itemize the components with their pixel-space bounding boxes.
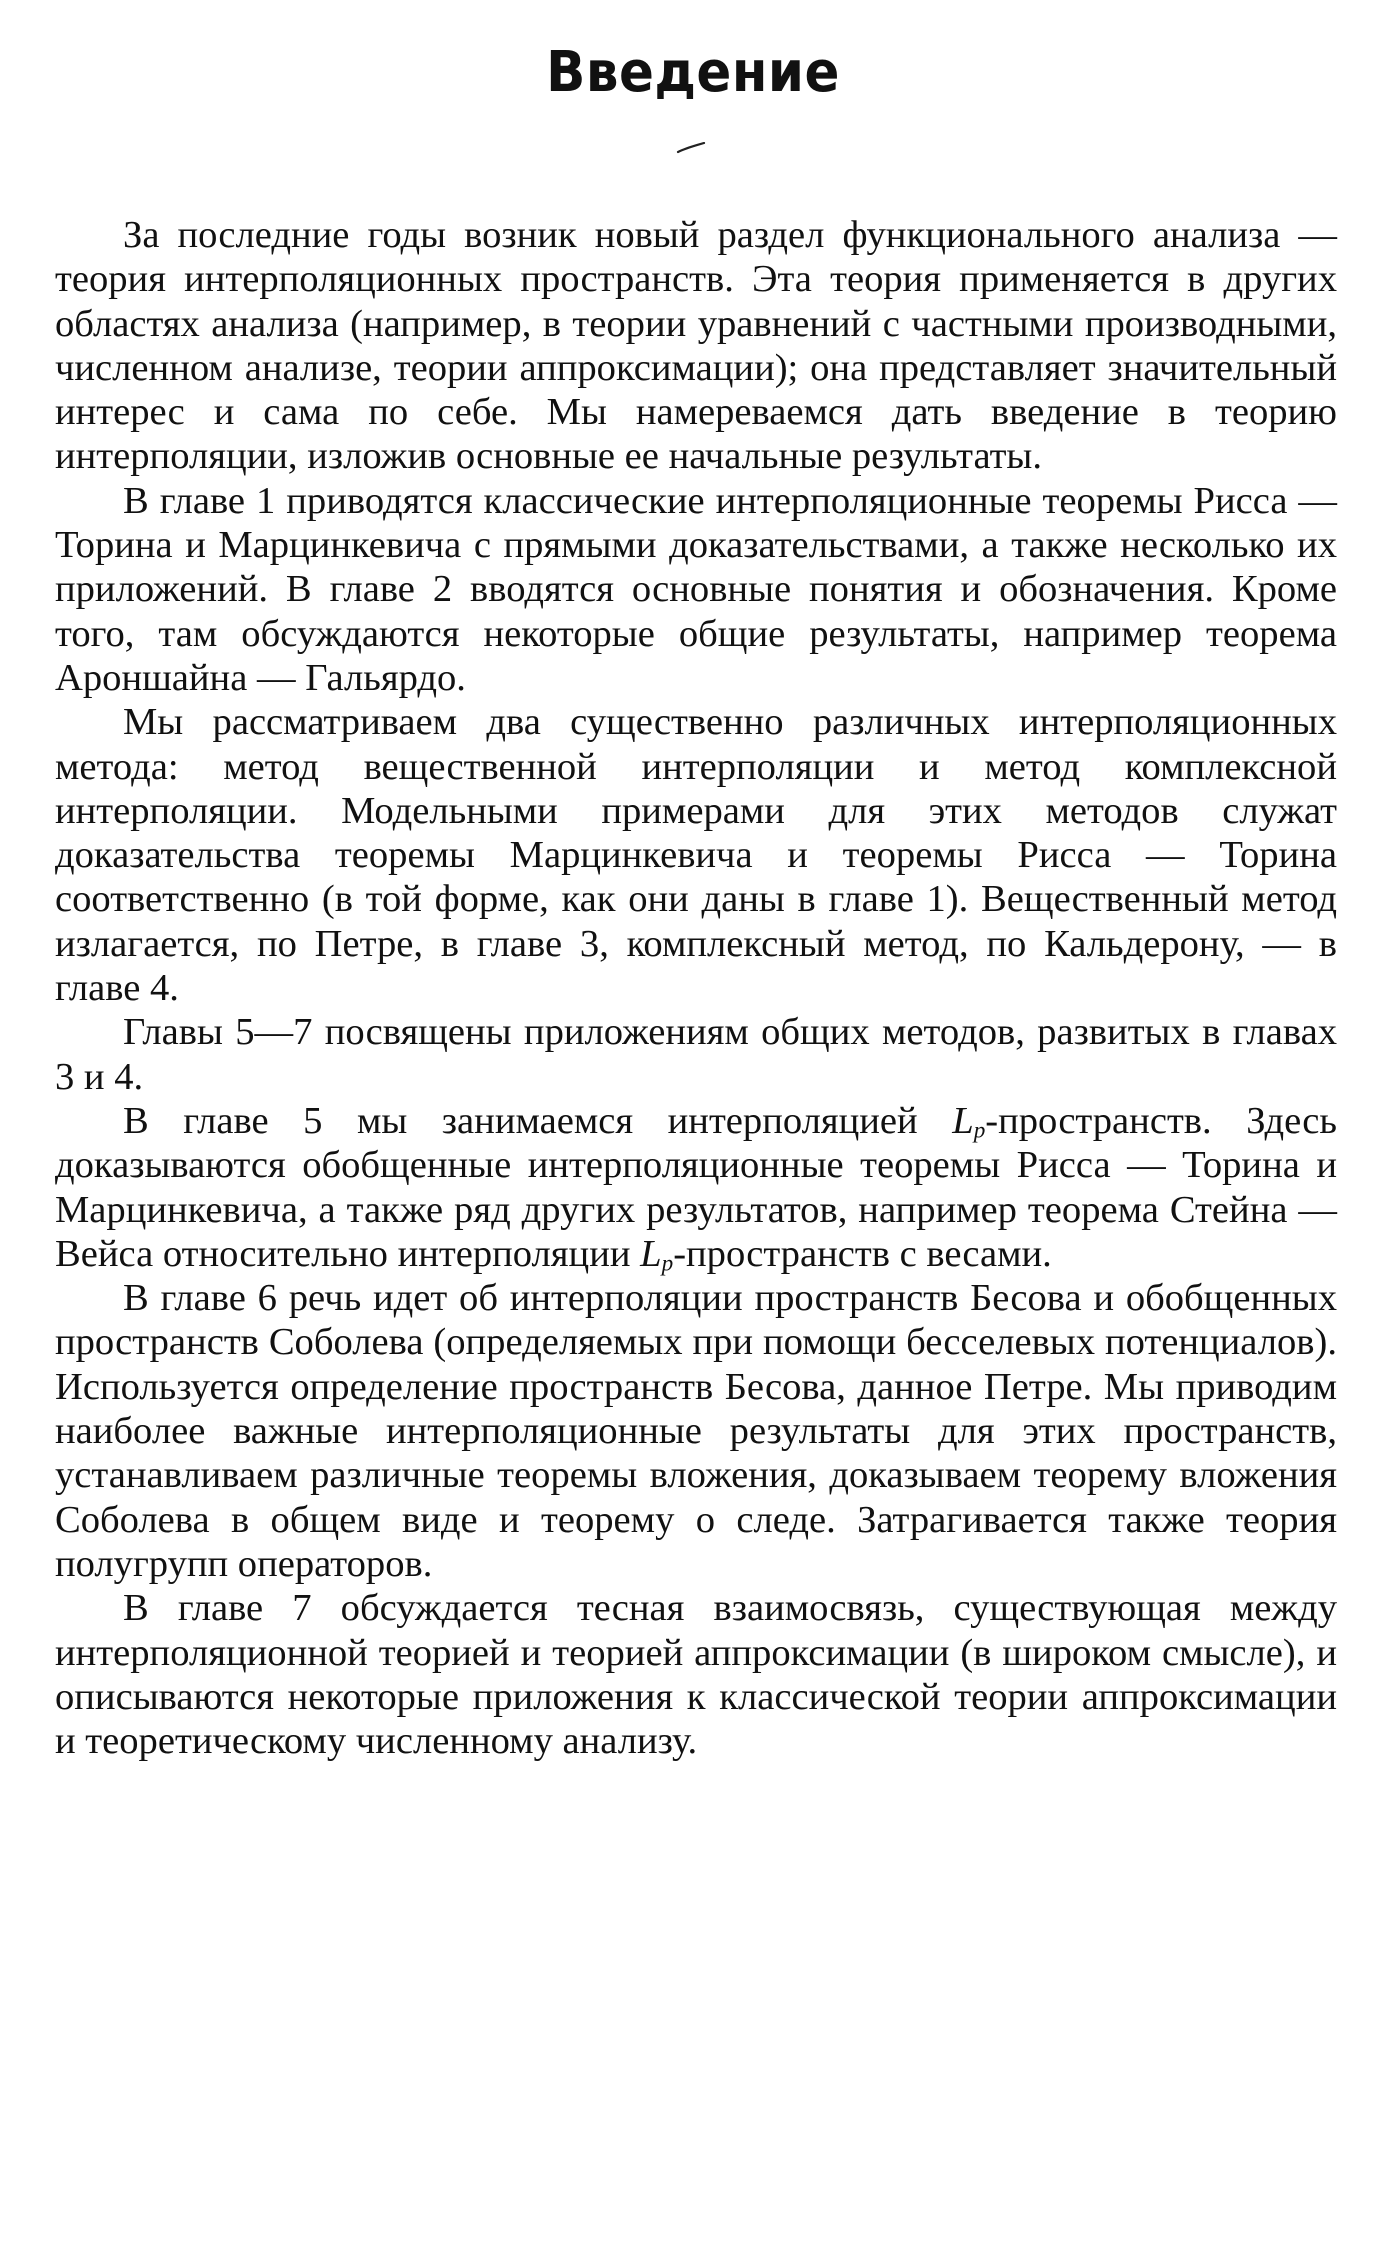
paragraph-chapter-1-2: В главе 1 приводятся классические интерполяционные теоремы Рисса — Торина и Марцинкевича с прямыми доказательствами, а также несколько их приложений. В главе 2 вводятся основные понятия и обозначения. Кроме того, там обсуждаются некоторые общие результаты, например теорема Ароншайна — Гальярдо. <box>55 479 1337 699</box>
paragraph-chapter-5-text-2: -пространств. Здесь доказываются обобщенные интерполяционные теоремы Рисса — Торина и Марцинкевича, а также ряд других результатов, например теорема Стейна — Вейса относительно интерполяции <box>55 1099 1337 1275</box>
paragraph-chapter-5-text-3: -пространств с весами. <box>673 1232 1052 1275</box>
introduction-body <box>55 213 1337 1763</box>
paragraph-chapter-7: В главе 7 обсуждается тесная взаимосвязь, существующая между интерполяционной теорией и теорией аппроксимации (в широком смысле), и описываются некоторые приложения к классической теории аппроксимации и теоретическому численному анализу. <box>55 1587 1337 1763</box>
lp-space-symbol: $L_p$ <box>952 1099 986 1144</box>
paragraph-chapter-5-text-1: В главе 5 мы занимаемся интерполяцией <box>123 1099 953 1142</box>
lp-space-symbol: $L_p$ <box>640 1232 674 1277</box>
paragraph-intro: За последние годы возник новый раздел функционального анализа — теория интерполяционных пространств. Эта теория применяется в других областях анализа (например, в теории уравнений с частными производными, численном анализе, теории аппроксимации); она представляет значительный интерес и сама по себе. Мы намереваемся дать введение в теорию интерполяции, изложив основные ее начальные результаты. <box>55 214 1337 478</box>
dash-ornament-icon <box>676 142 706 154</box>
paragraph-chapter-5 <box>55 1099 1337 1276</box>
page-title: Введение <box>546 40 840 105</box>
paragraph-chapter-6: В главе 6 речь идет об интерполяции пространств Бесова и обобщенных пространств Соболева (определяемых при помощи бесселевых потенциалов). Используется определение пространств Бесова, данное Петре. Мы приводим наиболее важные интерполяционные результаты для этих пространств, устанавливаем различные теоремы вложения, доказываем теорему вложения Соболева в общем виде и теорему о следе. Затрагивается также теория полугрупп операторов. <box>55 1277 1337 1585</box>
paragraph-methods: Мы рассматриваем два существенно различных интерполяционных метода: метод вещественной интерполяции и метод комплексной интерполяции. Модельными примерами для этих методов служат доказательства теоремы Марцинкевича и теоремы Рисса — Торина соответственно (в той форме, как они даны в главе 1). Вещественный метод излагается, по Петре, в главе 3, комплексный метод, по Кальдерону, — в главе 4. <box>55 701 1337 1010</box>
paragraph-chapters-5-7: Главы 5—7 посвящены приложениям общих методов, развитых в главах 3 и 4. <box>55 1011 1337 1098</box>
